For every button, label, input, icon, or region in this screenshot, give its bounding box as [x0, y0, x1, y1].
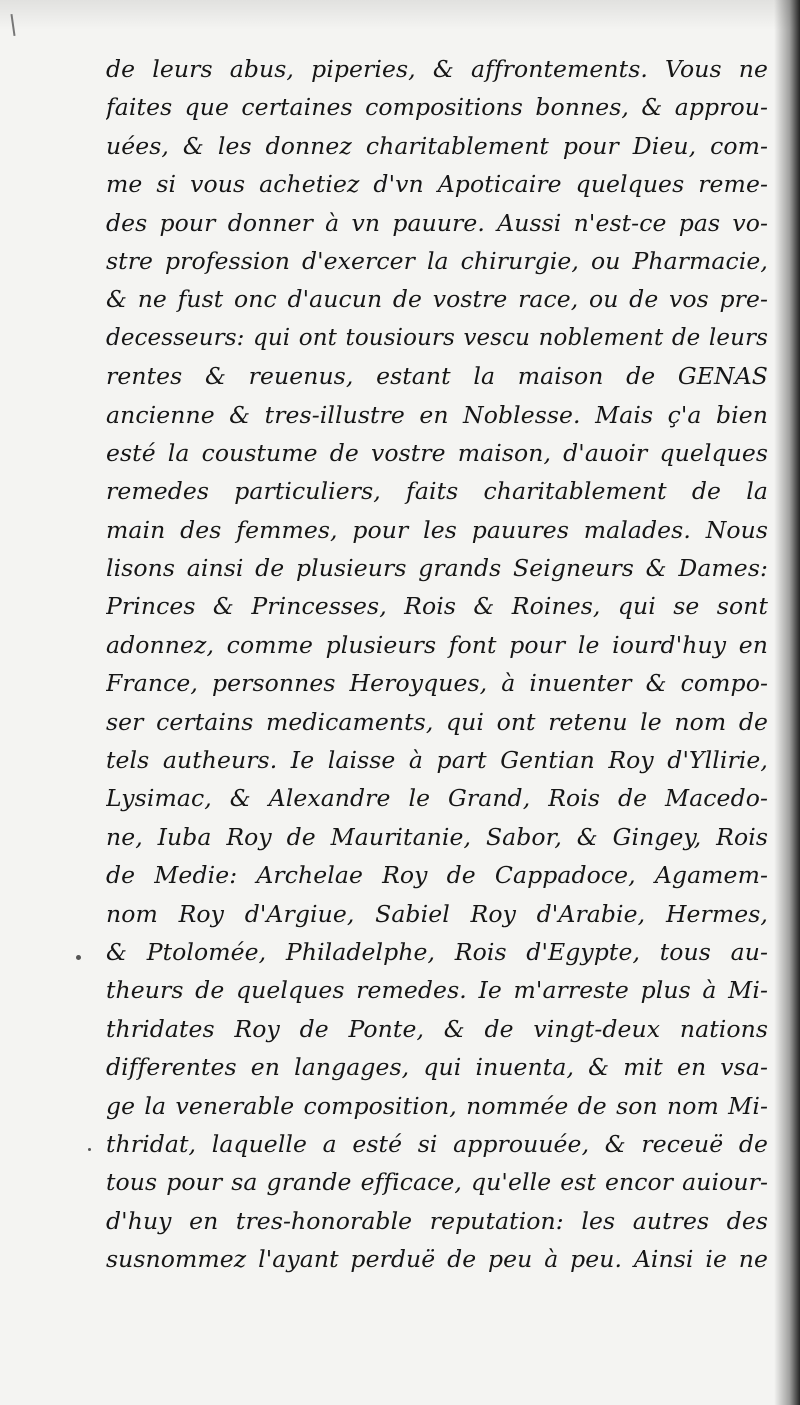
page-top-shadow	[0, 0, 800, 30]
ink-speck	[76, 955, 81, 960]
ink-speck	[88, 1148, 91, 1151]
text-line: de Medie: Archelae Roy de Cappadoce, Agamem-	[106, 861, 768, 890]
text-line: me si vous achetiez d'vn Apoticaire quelques reme-	[106, 170, 768, 199]
text-line: des pour donner à vn pauure. Aussi n'est-ce pas vo-	[106, 208, 768, 237]
text-line: Princes & Princesses, Rois & Roines, qui se sont	[106, 592, 768, 621]
text-line: esté la coustume de vostre maison, d'auoir quelques	[106, 438, 768, 467]
binding-shadow	[774, 0, 800, 1405]
body-text	[106, 50, 768, 1279]
text-line: tous pour sa grande efficace, qu'elle est encor auiour-	[106, 1168, 768, 1197]
text-line: ne, Iuba Roy de Mauritanie, Sabor, & Gingey, Rois	[106, 822, 768, 851]
text-line: nom Roy d'Argiue, Sabiel Roy d'Arabie, Hermes,	[106, 899, 768, 928]
text-line: rentes & reuenus, estant la maison de GENAS	[106, 362, 768, 391]
text-line: ancienne & tres-illustre en Noblesse. Mais ç'a bien	[106, 400, 768, 429]
text-line: & Ptolomée, Philadelphe, Rois d'Egypte, tous au-	[106, 937, 768, 966]
text-line: main des femmes, pour les pauures malades. Nous	[106, 515, 768, 544]
text-line: Lysimac, & Alexandre le Grand, Rois de Macedo-	[106, 784, 768, 813]
text-line: ser certains medicaments, qui ont retenu le nom de	[106, 707, 768, 736]
text-line: thridates Roy de Ponte, & de vingt-deux nations	[106, 1014, 768, 1043]
text-line: theurs de quelques remedes. Ie m'arreste plus à Mi-	[106, 976, 768, 1005]
text-line: stre profession d'exercer la chirurgie, ou Pharmacie,	[106, 246, 768, 275]
text-line: de leurs abus, piperies, & affrontements. Vous ne	[106, 55, 768, 83]
text-line: thridat, laquelle a esté si approuuée, & receuë de	[106, 1129, 768, 1158]
text-line: France, personnes Heroyques, à inuenter & compo-	[106, 669, 768, 698]
text-line: tels autheurs. Ie laisse à part Gentian Roy d'Yllirie,	[106, 746, 768, 775]
text-line: & ne fust onc d'aucun de vostre race, ou de vos pre-	[106, 285, 768, 314]
text-line: remedes particuliers, faits charitablement de la	[106, 477, 768, 506]
text-line: differentes en langages, qui inuenta, & mit en vsa-	[106, 1053, 768, 1082]
text-line: lisons ainsi de plusieurs grands Seigneurs & Dames:	[106, 554, 768, 583]
text-line: ge la venerable composition, nommée de son nom Mi-	[106, 1091, 768, 1120]
text-line: decesseurs: qui ont tousiours vescu noblement de leurs	[106, 324, 768, 351]
text-line: faites que certaines compositions bonnes, & approu-	[106, 93, 768, 122]
text-line: susnommez l'ayant perduë de peu à peu. Ainsi ie ne	[106, 1245, 768, 1274]
text-line: d'huy en tres-honorable reputation: les autres des	[106, 1206, 768, 1235]
text-line: uées, & les donnez charitablement pour Dieu, com-	[106, 131, 768, 160]
text-line: adonnez, comme plusieurs font pour le iourd'huy en	[106, 630, 768, 659]
